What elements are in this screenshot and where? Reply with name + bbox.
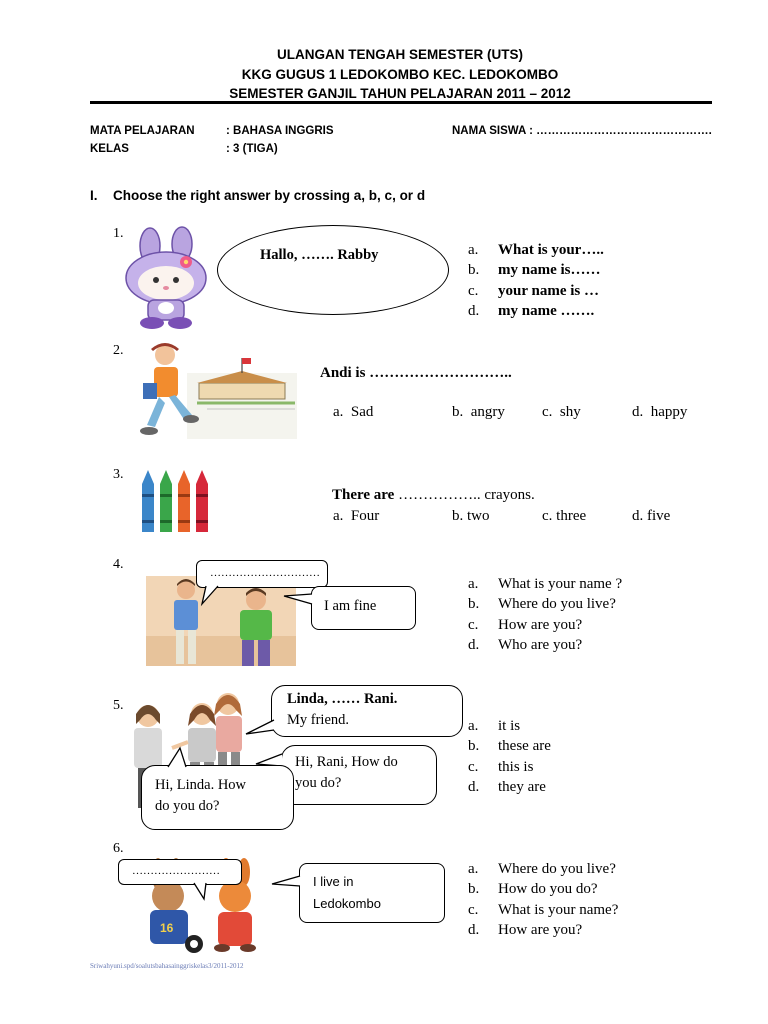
crayon-green-icon bbox=[160, 470, 172, 532]
option-letter: d. bbox=[468, 922, 480, 938]
option-letter: c. bbox=[468, 283, 479, 299]
option-text: Where do you live? bbox=[498, 861, 616, 877]
question-4-reply-bubble-text: I am fine bbox=[324, 598, 377, 614]
question-4-option-b[interactable] bbox=[468, 596, 616, 613]
option-text: Four bbox=[350, 508, 380, 524]
svg-text:16: 16 bbox=[160, 921, 174, 935]
header-line-1: ULANGAN TENGAH SEMESTER (UTS) bbox=[277, 47, 523, 62]
header-line-3: SEMESTER GANJIL TAHUN PELAJARAN 2011 – 2012 bbox=[229, 86, 571, 101]
question-4-question-bubble-text: ………………………… bbox=[210, 567, 320, 579]
option-text: How do you do? bbox=[498, 881, 598, 897]
option-text: How are you? bbox=[498, 617, 583, 633]
option-text: these are bbox=[498, 738, 551, 754]
option-letter: d. bbox=[468, 779, 480, 795]
question-1-option-d[interactable] bbox=[468, 303, 594, 320]
question-6-option-c[interactable] bbox=[468, 902, 618, 919]
question-1-number: 1. bbox=[113, 226, 124, 241]
question-1-speech-bubble bbox=[217, 225, 449, 315]
question-2-number: 2. bbox=[113, 343, 124, 358]
question-1-option-a[interactable] bbox=[468, 242, 604, 259]
option-letter: a. bbox=[468, 576, 479, 592]
question-6-reply-line-1: I live in bbox=[313, 874, 354, 889]
option-letter: a. bbox=[333, 404, 344, 420]
option-text: my name is…… bbox=[498, 262, 601, 278]
option-letter: c. bbox=[542, 508, 553, 524]
section-instruction: Choose the right answer by crossing a, b, c, or d bbox=[113, 188, 426, 203]
option-letter: d. bbox=[632, 508, 644, 524]
question-5-option-c[interactable] bbox=[468, 759, 533, 776]
question-5-rani-line-1: Hi, Rani, How do bbox=[295, 754, 398, 770]
subject-value: : BAHASA INGGRIS bbox=[226, 125, 334, 137]
class-label: KELAS bbox=[90, 143, 129, 155]
question-1-option-c[interactable] bbox=[468, 283, 599, 300]
question-5-intro-line-1: Linda, …… Rani. bbox=[287, 691, 398, 707]
option-text: they are bbox=[498, 779, 546, 795]
option-text: this is bbox=[498, 759, 534, 775]
option-letter: a. bbox=[468, 861, 479, 877]
question-4-reply-bubble-tail bbox=[284, 592, 314, 606]
option-letter: b. bbox=[468, 596, 480, 612]
option-letter: a. bbox=[468, 718, 479, 734]
crayon-blue-icon bbox=[142, 470, 154, 532]
option-letter: b. bbox=[452, 404, 464, 420]
class-value: : 3 (TIGA) bbox=[226, 143, 278, 155]
question-6-option-a[interactable] bbox=[468, 861, 616, 878]
question-4-option-a[interactable] bbox=[468, 576, 622, 593]
question-4-option-d[interactable] bbox=[468, 637, 582, 654]
option-letter: b. bbox=[452, 508, 464, 524]
rabbit-illustration bbox=[120, 228, 216, 330]
option-letter: b. bbox=[468, 881, 480, 897]
footer-credit: Sriwahyuni.spd/soalutsbahasainggriskelas3/2011-2012 bbox=[90, 962, 244, 970]
option-letter: c. bbox=[468, 759, 479, 775]
section-number: I. bbox=[90, 188, 98, 203]
option-text: Where do you live? bbox=[498, 596, 616, 612]
question-6-reply-bubble-tail bbox=[272, 874, 302, 890]
question-5-number: 5. bbox=[113, 698, 124, 713]
question-3-option-c[interactable] bbox=[542, 508, 586, 525]
option-letter: b. bbox=[468, 738, 480, 754]
option-text: angry bbox=[470, 404, 505, 420]
option-text: it is bbox=[498, 718, 521, 734]
question-2-option-c[interactable] bbox=[542, 404, 581, 421]
option-letter: c. bbox=[468, 617, 479, 633]
question-3-option-b[interactable] bbox=[452, 508, 490, 525]
option-text: my name ……. bbox=[498, 303, 595, 319]
question-4-option-c[interactable] bbox=[468, 617, 582, 634]
option-text: two bbox=[467, 508, 490, 524]
question-6-question-bubble-text: …………………… bbox=[132, 865, 220, 877]
question-2-option-b[interactable] bbox=[452, 404, 505, 421]
question-3-option-d[interactable] bbox=[632, 508, 670, 525]
question-5-rani-line-2: you do? bbox=[295, 775, 342, 791]
option-letter: d. bbox=[468, 637, 480, 653]
question-5-linda-line-1: Hi, Linda. How bbox=[155, 777, 247, 793]
question-5-intro-line-2: My friend. bbox=[287, 712, 350, 728]
option-text: What is your….. bbox=[498, 242, 604, 258]
question-3-stem bbox=[332, 487, 535, 504]
question-6-option-d[interactable] bbox=[468, 922, 582, 939]
question-5-option-b[interactable] bbox=[468, 738, 551, 755]
question-5-option-a[interactable] bbox=[468, 718, 520, 735]
boy-walking-to-school-illustration bbox=[137, 343, 297, 445]
question-5-linda-line-2: do you do? bbox=[155, 798, 220, 814]
question-2-option-d[interactable] bbox=[632, 404, 687, 421]
option-letter: c. bbox=[542, 404, 553, 420]
option-text: happy bbox=[650, 404, 688, 420]
option-letter: d. bbox=[632, 404, 644, 420]
question-6-question-bubble-tail bbox=[190, 883, 212, 901]
option-letter: c. bbox=[468, 902, 479, 918]
question-4-question-bubble-tail bbox=[200, 586, 224, 606]
subject-label: MATA PELAJARAN bbox=[90, 125, 195, 137]
option-text: What is your name ? bbox=[498, 576, 623, 592]
question-6-number: 6. bbox=[113, 841, 124, 856]
option-letter: b. bbox=[468, 262, 480, 278]
option-text: What is your name? bbox=[498, 902, 619, 918]
question-6-option-b[interactable] bbox=[468, 881, 598, 898]
question-4-number: 4. bbox=[113, 557, 124, 572]
stem-rest: …………….. crayons. bbox=[394, 487, 535, 503]
student-name-field[interactable]: NAMA SISWA : ………………………………………. bbox=[452, 125, 712, 137]
option-text: five bbox=[647, 508, 671, 524]
question-5-intro-bubble-tail bbox=[246, 716, 276, 738]
option-text: Sad bbox=[350, 404, 374, 420]
question-5-option-d[interactable] bbox=[468, 779, 546, 796]
question-2-option-a[interactable] bbox=[333, 404, 373, 421]
option-text: shy bbox=[559, 404, 581, 420]
question-2-stem: Andi is ……………………….. bbox=[320, 365, 512, 381]
question-3-option-a[interactable] bbox=[333, 508, 379, 525]
crayons-illustration bbox=[138, 470, 214, 534]
question-5-linda-bubble-tail bbox=[166, 748, 192, 768]
question-3-number: 3. bbox=[113, 467, 124, 482]
option-text: three bbox=[556, 508, 587, 524]
question-6-reply-line-2: Ledokombo bbox=[313, 896, 381, 911]
question-1-bubble-text: Hallo, ……. Rabby bbox=[260, 247, 379, 263]
option-text: How are you? bbox=[498, 922, 583, 938]
option-letter: a. bbox=[333, 508, 344, 524]
option-letter: a. bbox=[468, 242, 479, 258]
header-divider bbox=[90, 101, 712, 104]
option-letter: d. bbox=[468, 303, 480, 319]
option-text: your name is … bbox=[498, 283, 599, 299]
crayon-red-icon bbox=[196, 470, 208, 532]
stem-bold: There are bbox=[332, 487, 395, 503]
question-1-option-b[interactable] bbox=[468, 262, 601, 279]
crayon-orange-icon bbox=[178, 470, 190, 532]
header-line-2: KKG GUGUS 1 LEDOKOMBO KEC. LEDOKOMBO bbox=[241, 67, 559, 82]
option-text: Who are you? bbox=[498, 637, 583, 653]
